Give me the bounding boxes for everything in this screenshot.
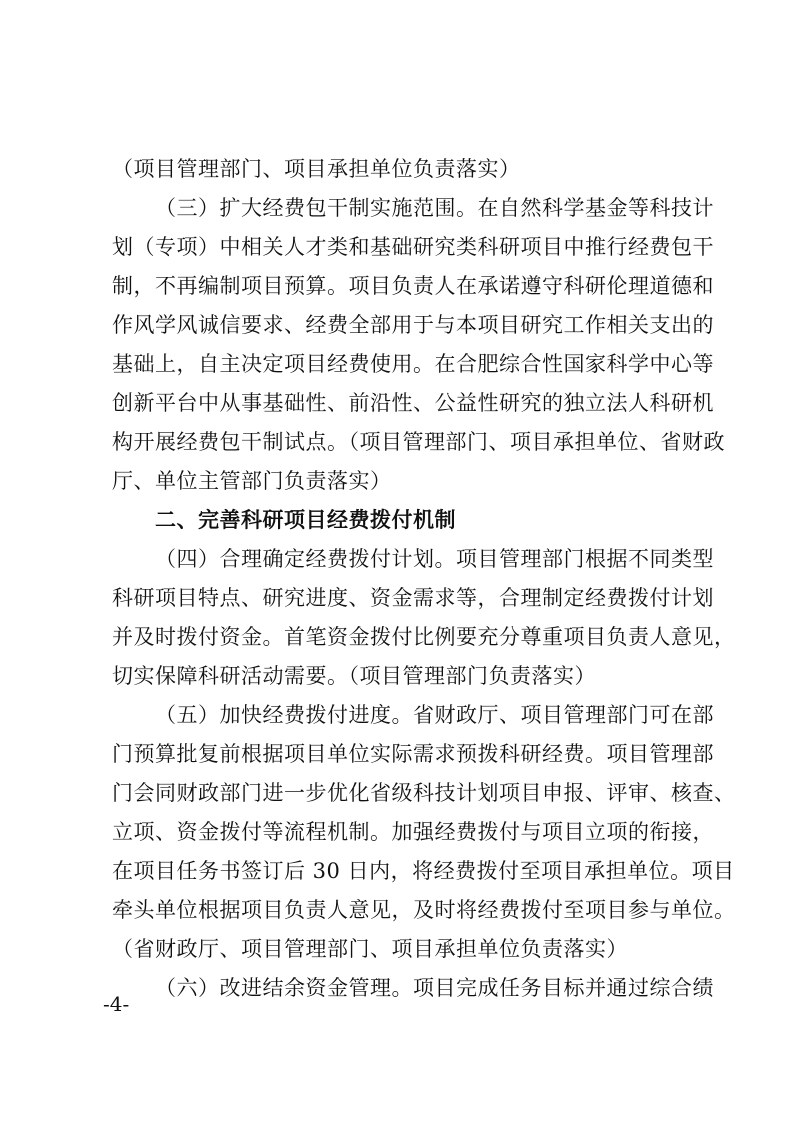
paragraph-line: （三）扩大经费包干制实施范围。在自然科学基金等科技计 xyxy=(155,196,714,220)
paragraph-line: （项目管理部门、项目承担单位负责落实） xyxy=(112,157,521,181)
paragraph-line: 厅、单位主管部门负责落实） xyxy=(112,469,392,493)
paragraph-line: 切实保障科研活动需要。（项目管理部门负责落实） xyxy=(112,664,596,688)
paragraph-line: 门会同财政部门进一步优化省级科技计划项目申报、评审、核查、 xyxy=(112,781,736,805)
paragraph-line: 立项、资金拨付等流程机制。加强经费拨付与项目立项的衔接， xyxy=(112,820,714,844)
paragraph-line: 牵头单位根据项目负责人意见，及时将经费拨付至项目参与单位。 xyxy=(112,898,736,922)
paragraph-line: 构开展经费包干制试点。（项目管理部门、项目承担单位、省财政 xyxy=(112,430,725,454)
paragraph-line: （五）加快经费拨付进度。省财政厅、项目管理部门可在部 xyxy=(155,703,714,727)
paragraph-line: 并及时拨付资金。首笔资金拨付比例要充分尊重项目负责人意见， xyxy=(112,625,736,649)
paragraph-line: 制，不再编制项目预算。项目负责人在承诺遵守科研伦理道德和 xyxy=(112,274,714,298)
paragraph-line: 在项目任务书签订后 30 日内，将经费拨付至项目承担单位。项目 xyxy=(112,859,735,883)
section-heading: 二、完善科研项目经费拨付机制 xyxy=(155,508,456,532)
paragraph-line: 划（专项）中相关人才类和基础研究类科研项目中推行经费包干 xyxy=(112,235,714,259)
paragraph-line: （六）改进结余资金管理。项目完成任务目标并通过综合绩 xyxy=(155,976,714,1000)
paragraph-line: （省财政厅、项目管理部门、项目承担单位负责落实） xyxy=(112,937,628,961)
paragraph-line: 基础上，自主决定项目经费使用。在合肥综合性国家科学中心等 xyxy=(112,352,714,376)
paragraph-line: （四）合理确定经费拨付计划。项目管理部门根据不同类型 xyxy=(155,547,714,571)
page-number: -4- xyxy=(103,992,130,1016)
paragraph-line: 创新平台中从事基础性、前沿性、公益性研究的独立法人科研机 xyxy=(112,391,714,415)
paragraph-line: 门预算批复前根据项目单位实际需求预拨科研经费。项目管理部 xyxy=(112,742,714,766)
paragraph-line: 科研项目特点、研究进度、资金需求等，合理制定经费拨付计划 xyxy=(112,586,714,610)
paragraph-line: 作风学风诚信要求、经费全部用于与本项目研究工作相关支出的 xyxy=(112,313,714,337)
